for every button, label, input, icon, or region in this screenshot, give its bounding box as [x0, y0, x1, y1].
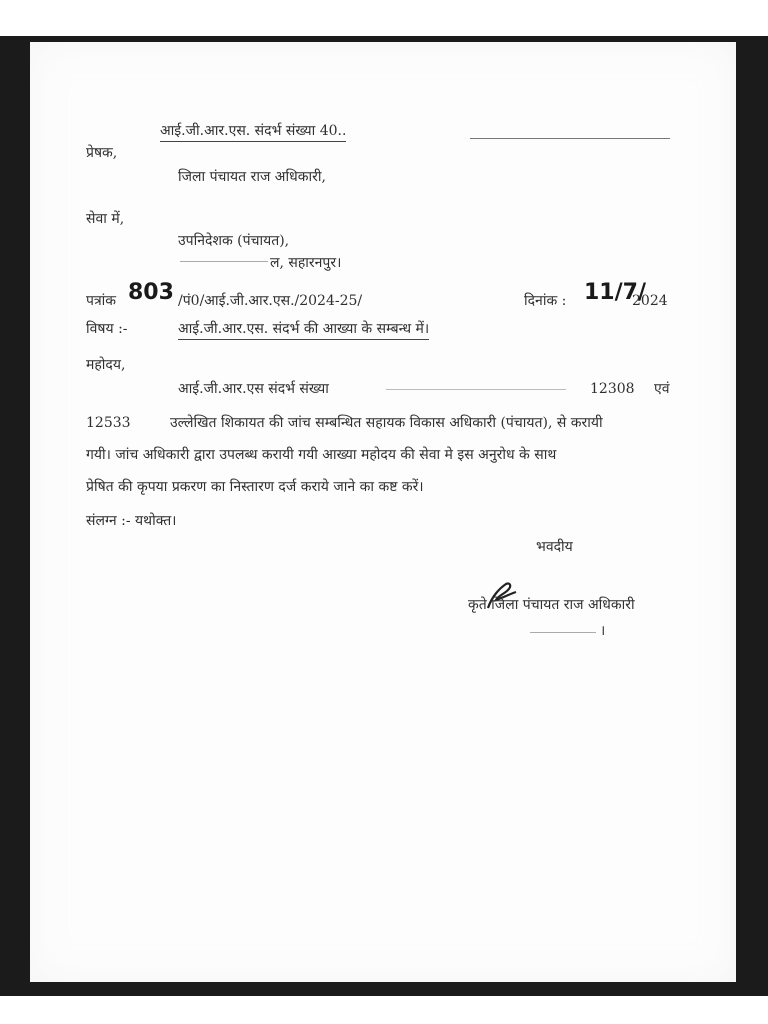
salutation: महोदय,: [86, 357, 126, 373]
date-label: दिनांक :: [524, 293, 567, 309]
redaction-line: [470, 138, 670, 139]
date-year: 2024: [632, 293, 668, 309]
date-handwritten: 11/7/: [584, 280, 646, 305]
signatory: कृते जिला पंचायत राज अधिकारी: [468, 597, 635, 613]
body-line-1-end: एवं: [654, 381, 670, 397]
body-line-3: गयी। जांच अधिकारी द्वारा उपलब्ध करायी गयी आख्या महोदय की सेवा मे इस अनुरोध के साथ: [86, 447, 557, 463]
redaction-mark: [180, 261, 268, 262]
signatory-place: ।: [600, 623, 606, 639]
letter-number-handwritten: 803: [128, 280, 174, 305]
letter-page: [30, 42, 736, 982]
redaction-mark: [386, 389, 566, 390]
body-line-4: प्रेषित की कृपया प्रकरण का निस्तारण दर्ज कराये जाने का कष्ट करें।: [86, 479, 424, 495]
subject-label: विषय :-: [86, 321, 128, 337]
closing: भवदीय: [536, 539, 573, 555]
enclosure-note: संलग्न :- यथोक्त।: [86, 513, 177, 529]
igrs-reference-header: आई.जी.आर.एस. संदर्भ संख्या 40..: [160, 122, 346, 142]
sender-name: जिला पंचायत राज अधिकारी,: [178, 169, 326, 185]
recipient-label: सेवा में,: [86, 211, 125, 227]
sender-label: प्रेषक,: [86, 145, 118, 161]
subject-text: आई.जी.आर.एस. संदर्भ की आख्या के सम्बन्ध में।: [178, 320, 429, 340]
body-line-1-number: 12308: [590, 381, 635, 397]
letter-number-reference: /पं0/आई.जी.आर.एस./2024-25/: [178, 293, 363, 309]
bottom-margin: [0, 996, 768, 1024]
letter-number-label: पत्रांक: [86, 293, 117, 309]
recipient-title: उपनिदेशक (पंचायत),: [178, 233, 290, 249]
recipient-place: ल, सहारनपुर।: [270, 255, 342, 271]
top-margin: [0, 0, 768, 36]
body-line-1-start: आई.जी.आर.एस संदर्भ संख्या: [178, 381, 329, 397]
redaction-mark: [530, 632, 596, 633]
body-line-2: उल्लेखित शिकायत की जांच सम्बन्धित सहायक विकास अधिकारी (पंचायत), से करायी: [170, 415, 603, 431]
body-line-2-number: 12533: [86, 415, 131, 431]
